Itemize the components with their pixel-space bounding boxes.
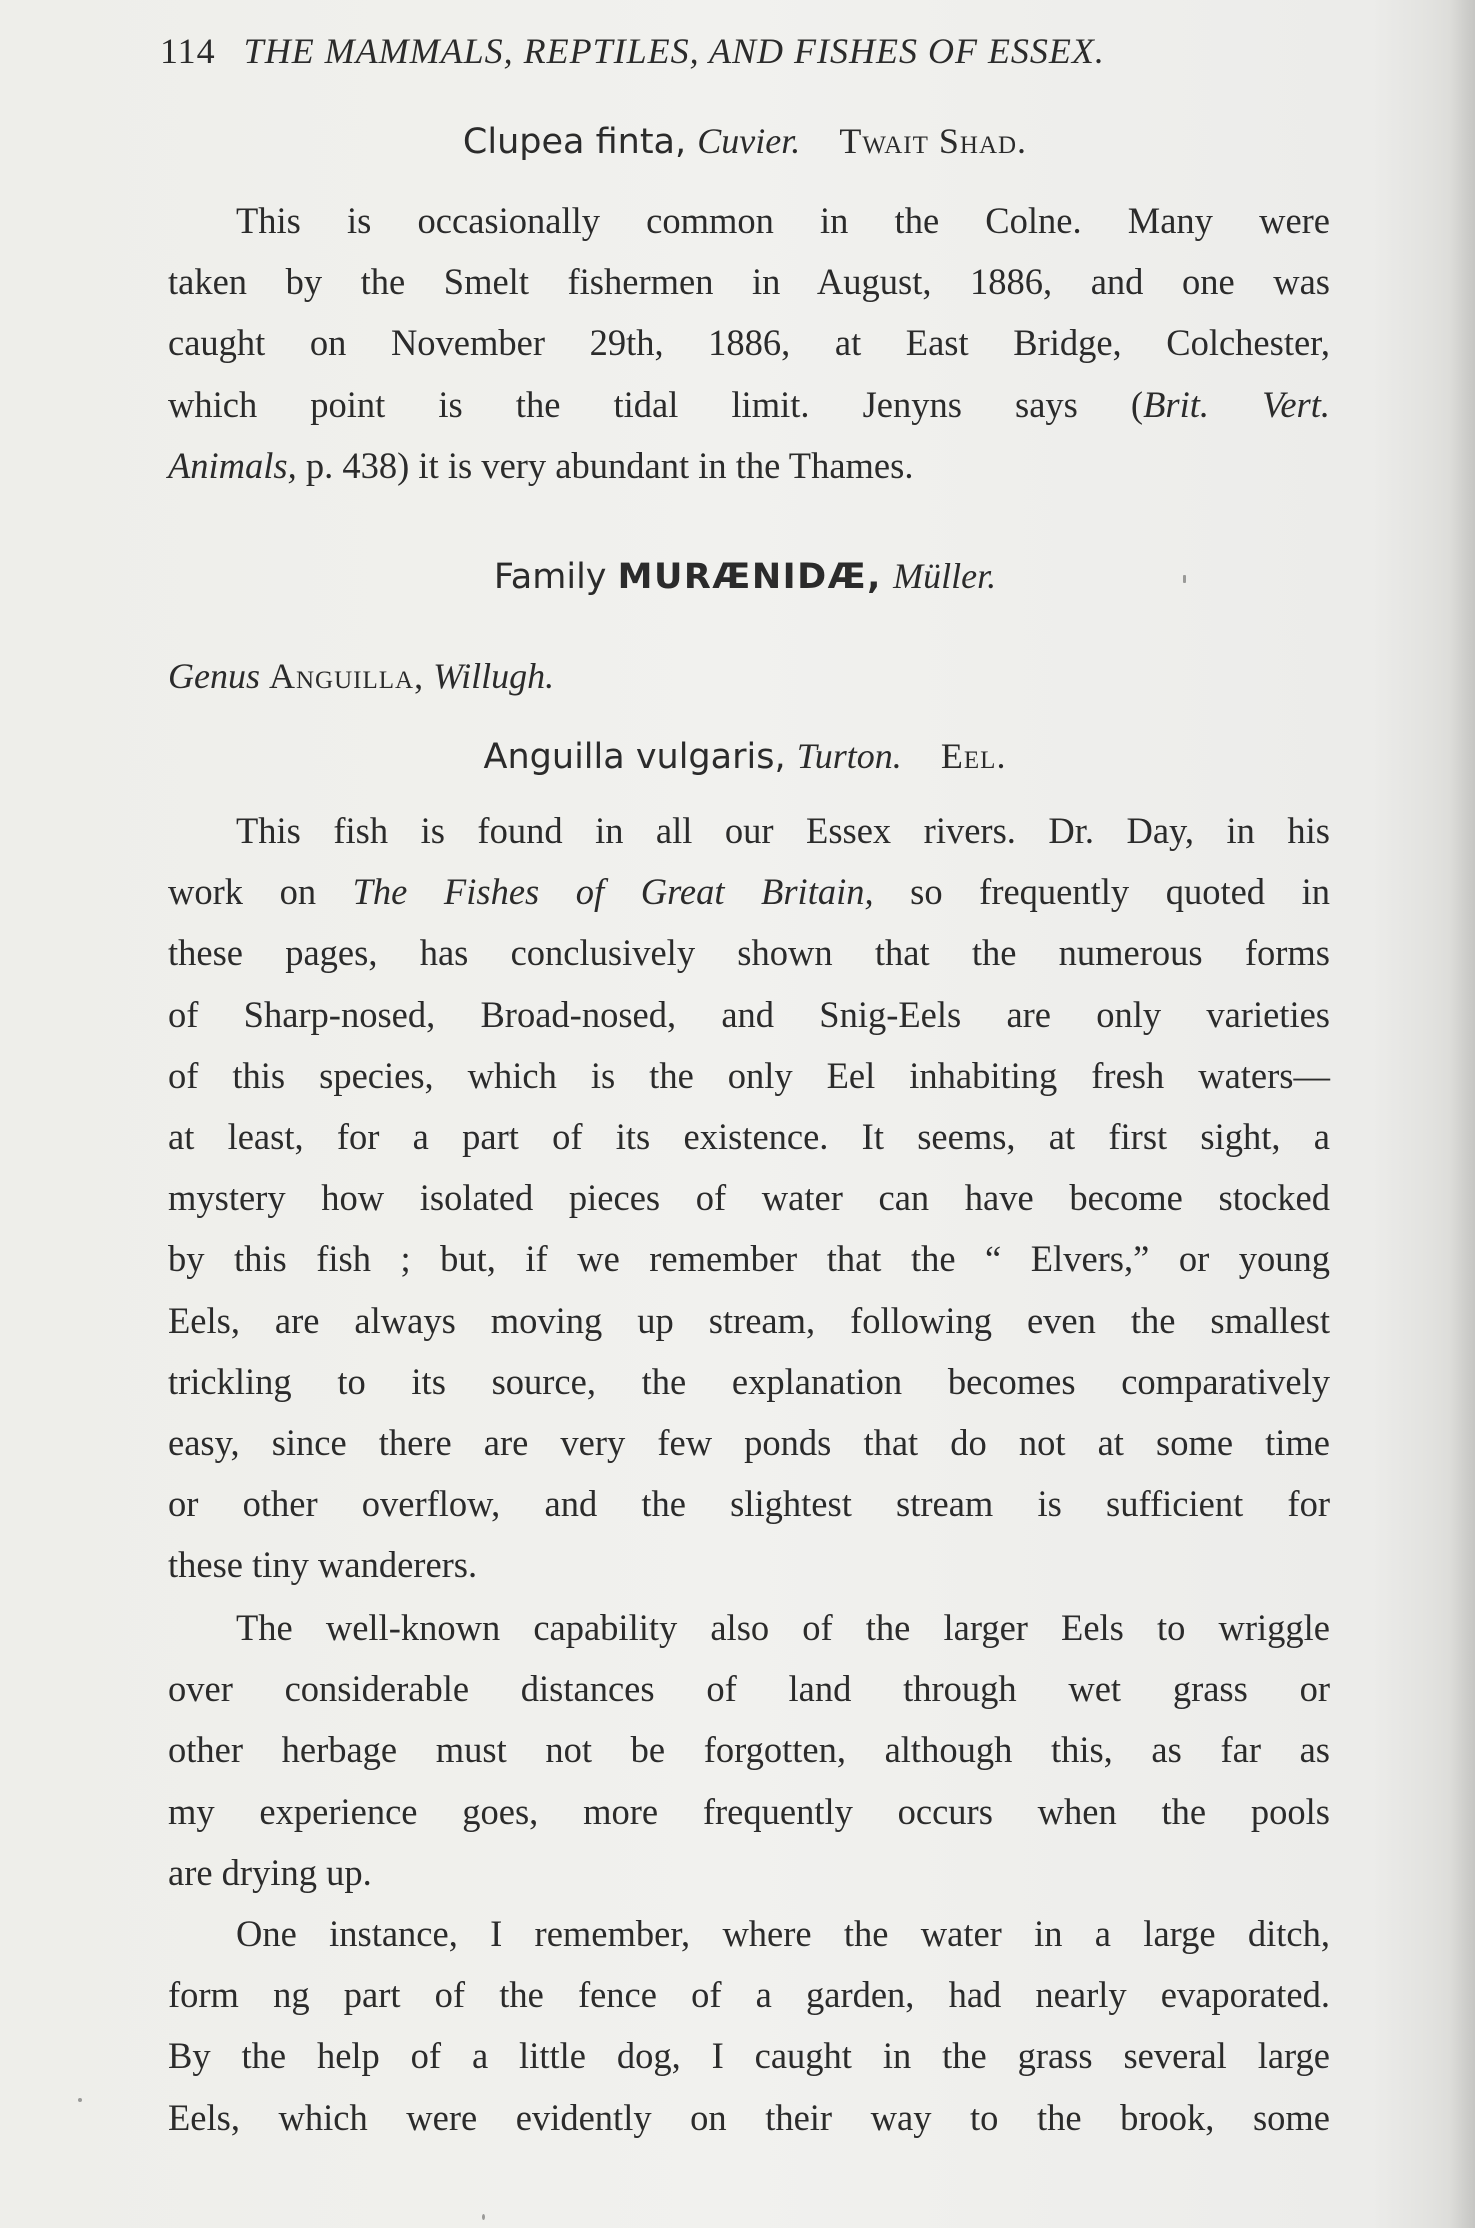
italic-citation: Animals, xyxy=(168,444,297,486)
species-name: Anguilla vulgaris, xyxy=(483,737,786,777)
text-fragment: so frequently quoted in xyxy=(873,871,1330,913)
text-line: This is occasionally common in the Colne. Many were xyxy=(236,200,1330,241)
text-line: by this fish ; but, if we remember that the “ Elvers,” or young xyxy=(168,1238,1330,1280)
text-line: over considerable distances of land through wet grass or xyxy=(168,1668,1330,1710)
text-line: taken by the Smelt fishermen in August, 1886, and one was xyxy=(168,261,1330,303)
common-name: Twait Shad. xyxy=(839,121,1028,161)
text-line: Eels, which were evidently on their way to the brook, some xyxy=(168,2096,1330,2138)
text-line: of Sharp-nosed, Broad-nosed, and Snig-Eels are only varieties xyxy=(168,993,1330,1035)
family-author: Müller. xyxy=(893,556,997,596)
family-label: Family xyxy=(493,557,607,597)
text-line: at least, for a part of its existence. It seems, at first sight, a xyxy=(168,1116,1330,1158)
text-line xyxy=(168,861,1330,922)
paper-speck xyxy=(1183,575,1186,583)
text-line: Eels, are always moving up stream, following even the smallest xyxy=(168,1299,1330,1341)
text-line: or other overflow, and the slightest stream is sufficient for xyxy=(168,1483,1330,1525)
paragraph-eel-3 xyxy=(168,1903,1330,2148)
paragraph-twait-shad xyxy=(168,190,1330,496)
text-line: One instance, I remember, where the water in a large ditch, xyxy=(236,1913,1330,1954)
running-title: THE MAMMALS, REPTILES, AND FISHES OF ESSEX. xyxy=(243,31,1105,71)
text-line: my experience goes, more frequently occurs when the pools xyxy=(168,1790,1330,1832)
text-line: these pages, has conclusively shown that the numerous forms xyxy=(168,932,1330,974)
species-heading-clupea xyxy=(160,120,1330,162)
text-fragment: which point is the tidal limit. Jenyns says ( xyxy=(168,383,1144,425)
text-line: This fish is found in all our Essex rivers. Dr. Day, in his xyxy=(236,810,1330,851)
family-heading xyxy=(160,555,1330,597)
genus-heading xyxy=(168,655,554,697)
paragraph-eel-2 xyxy=(168,1597,1330,1903)
species-author: Cuvier. xyxy=(697,121,801,161)
text-line xyxy=(168,374,1330,435)
text-fragment: p. 438) it is very abundant in the Thames. xyxy=(296,444,914,486)
text-fragment: work on xyxy=(168,871,353,913)
text-line: of this species, which is the only Eel inhabiting fresh waters— xyxy=(168,1054,1330,1096)
paper-speck xyxy=(482,2214,485,2220)
species-author: Turton. xyxy=(796,736,902,776)
text-line: mystery how isolated pieces of water can have become stocked xyxy=(168,1177,1330,1219)
italic-citation: Brit. Vert. xyxy=(1143,383,1330,425)
text-line: caught on November 29th, 1886, at East Bridge, Colchester, xyxy=(168,322,1330,364)
italic-book-title: The Fishes of Great Britain, xyxy=(352,871,874,913)
text-line: The well-known capability also of the larger Eels to wriggle xyxy=(236,1607,1330,1648)
species-heading-anguilla xyxy=(160,735,1330,777)
text-line: are drying up. xyxy=(168,1851,372,1893)
text-line: these tiny wanderers. xyxy=(168,1544,478,1586)
text-line xyxy=(168,435,1330,496)
running-head xyxy=(160,30,1330,72)
text-line: easy, since there are very few ponds that do not at some time xyxy=(168,1422,1330,1464)
text-line: By the help of a little dog, I caught in the grass several large xyxy=(168,2035,1330,2077)
text-line: trickling to its source, the explanation becomes comparatively xyxy=(168,1360,1330,1402)
family-name: MURÆNIDÆ, xyxy=(617,557,882,597)
text-line: other herbage must not be forgotten, although this, as far as xyxy=(168,1729,1330,1771)
paper-speck xyxy=(78,2098,82,2102)
text-line: form ng part of the fence of a garden, had nearly evaporated. xyxy=(168,1974,1330,2016)
genus-label: Genus xyxy=(168,656,260,696)
common-name: Eel. xyxy=(940,736,1007,776)
genus-name: Anguilla, xyxy=(269,656,425,696)
species-name: Clupea finta, xyxy=(462,122,687,162)
page-number: 114 xyxy=(160,31,216,71)
page-edge-shadow xyxy=(1449,0,1475,2228)
genus-author: Willugh. xyxy=(433,656,555,696)
paragraph-eel-1 xyxy=(168,800,1330,1596)
